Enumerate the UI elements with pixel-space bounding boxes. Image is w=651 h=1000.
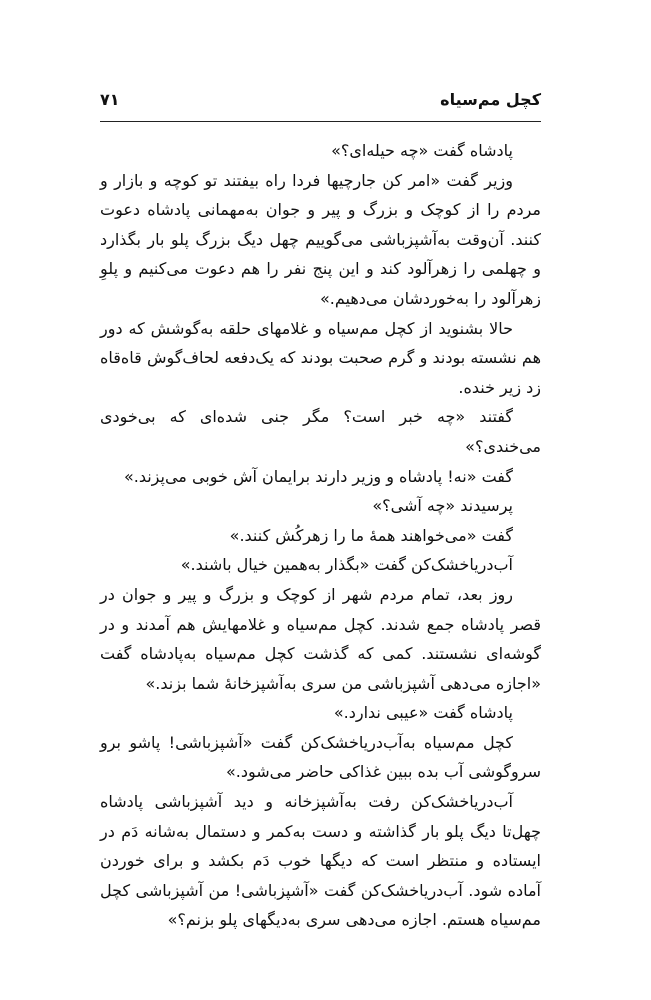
paragraph: پادشاه گفت «چه حیله‌ای؟» [331,141,513,160]
paragraph: وزیر گفت «امر کن جارچیها فردا راه بیفتند تو کوچه و بازار و مردم را از کوچک و بزرگ و پیر و جوان به‌مهمانی پادشاه دعوت کنند. آن‌وقت به‌آشپزباشی می‌گوییم چهل دیگ بزرگ پلو بار بگذارد و چهلمی را زهرآلود کند و این پنج نفر را هم دعوت می‌کنیم و پلوِ زهرآلود را به‌خوردشان می‌دهیم.» [100,170,541,308]
running-head [100,85,541,115]
paragraph: گفتند «چه خبر است؟ مگر جنی شده‌ای که بی‌خودی می‌خندی؟» [100,407,541,456]
paragraph: گفت «می‌خواهند همهٔ ما را زهرکُش کنند.» [229,525,513,545]
paragraph: آب‌دریاخشک‌کن گفت «بگذار به‌همین خیال باشند.» [180,555,513,575]
body-text [100,136,541,935]
paragraph: حالا بشنوید از کچل مم‌سیاه و غلامهای حلقه به‌گوشش که دور هم نشسته بودند و گرم صحبت بودند که یک‌دفعه لحاف‌گوش قاه‌قاه زد زیر خنده. [100,318,541,397]
page-number: ۷۱ [100,90,120,109]
paragraph: روز بعد، تمام مردم شهر از کوچک و بزرگ و پیر و جوان در قصر پادشاه جمع شدند. کچل مم‌سیاه و غلامهایش هم آمدند و در گوشه‌ای نشستند. کمی که گذشت کچل مم‌سیاه به‌پادشاه گفت «اجازه می‌دهی آشپزباشی من سری به‌آشپزخانهٔ شما بزند.» [100,584,541,693]
paragraph: پرسیدند «چه آشی؟» [372,496,513,516]
paragraph: کچل مم‌سیاه به‌آب‌دریاخشک‌کن گفت «آشپزباشی! پاشو برو سروگوشی آب بده ببین غذاکی حاضر می‌شود.» [100,732,541,782]
paragraph: پادشاه گفت «عیبی ندارد.» [333,703,513,723]
paragraph: گفت «نه! پادشاه و وزیر دارند برایمان آش خوبی می‌پزند.» [123,466,513,486]
paragraph: آب‌دریاخشک‌کن رفت به‌آشپزخانه و دید آشپزباشی پادشاه چهل‌تا دیگ پلو بار گذاشته و دست به‌کمر و دستمال به‌شانه دَم در ایستاده و منتظر است که دیگها خوب دَم بکشد و برای خوردن آماده شود. آب‌دریاخشک‌کن گفت «آشپزباشی! من آشپزباشی کچل مم‌سیاه هستم. اجازه می‌دهی سری به‌دیگهای پلو بزنم؟» [100,792,541,930]
book-title: کچل مم‌سیاه [440,90,541,109]
header-rule [100,121,541,122]
